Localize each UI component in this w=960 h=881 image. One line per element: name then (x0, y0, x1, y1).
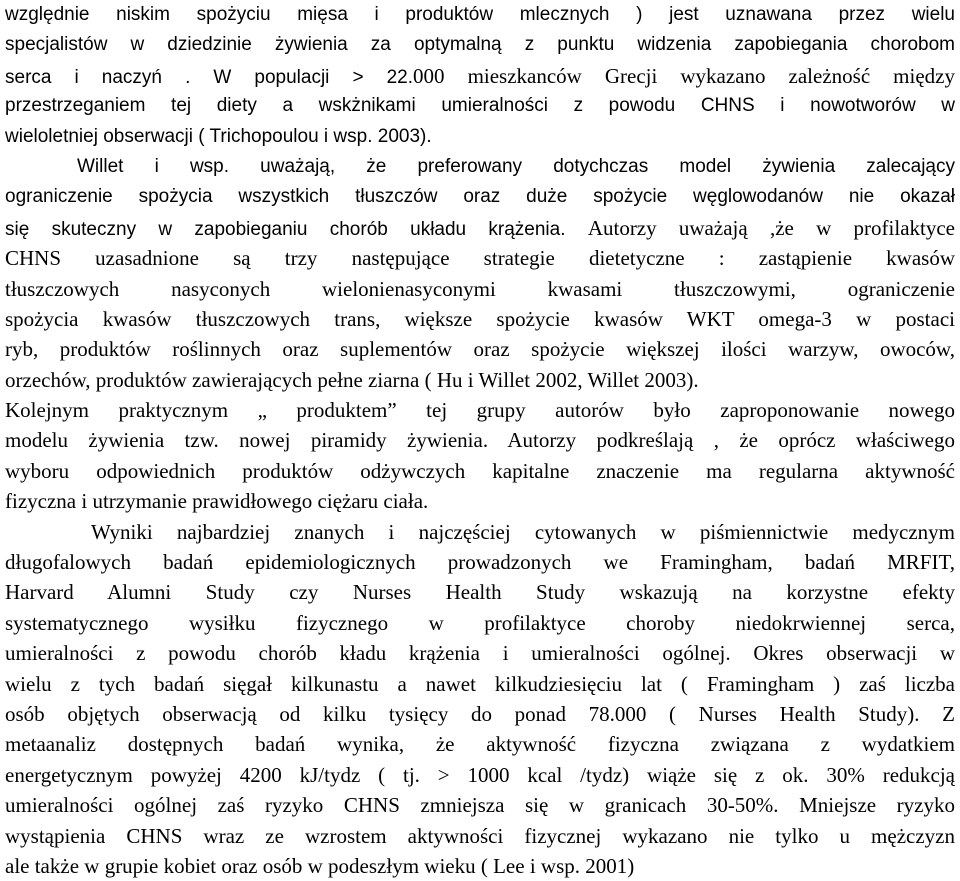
text-segment: serca i naczyń . W populacji > 22. (5, 66, 414, 88)
text-line: orzechów, produktów zawierających pełne ziarna ( Hu i Willet 2002, Willet 2003). (5, 367, 699, 392)
text-line: osób objętych obserwacją od kilku tysięcy do ponad 78.000 ( Nurses Health Study). Z (5, 701, 955, 726)
text-line: fizyczna i utrzymanie prawidłowego ciężaru ciała. (5, 489, 429, 514)
text-line: specjalistów w dziedzinie żywienia za optymalną z punktu widzenia zapobiegania chorobom (5, 34, 955, 56)
text-line: wielu z tych badań sięgał kilkunastu a nawet kilkudziesięciu lat ( Framingham ) zaś liczba (5, 671, 955, 696)
text-line: ale także w grupie kobiet oraz osób w podeszłym wieku ( Lee i wsp. 2001) (5, 853, 635, 878)
document-page (5, 0, 955, 881)
text-line: wyboru odpowiednich produktów odżywczych kapitalne znaczenie ma regularna aktywność (5, 458, 955, 483)
text-line: Kolejnym praktycznym „ produktem” tej grupy autorów było zaproponowanie nowego (5, 398, 955, 423)
text-line: metaanaliz dostępnych badań wynika, że aktywność fizyczna związana z wydatkiem (5, 732, 955, 757)
text-line: Harvard Alumni Study czy Nurses Health Study wskazują na korzystne efekty (5, 580, 955, 605)
text-line: długofalowych badań epidemiologicznych prowadzonych we Framingham, badań MRFIT, (5, 550, 955, 575)
text-line: względnie niskim spożyciu mięsa i produktów mlecznych ) jest uznawana przez wielu (5, 4, 955, 25)
text-line: Willet i wsp. uważają, że preferowany dotychczas model żywienia zalecający (77, 155, 955, 177)
text-line: wystąpienia CHNS wraz ze wzrostem aktywności fizycznej wykazano nie tylko u mężczyzn (5, 823, 955, 848)
text-line: systematycznego wysiłku fizycznego w profilaktyce choroby niedokrwiennej serca, (5, 610, 955, 635)
text-line: energetycznym powyżej 4200 kJ/tydz ( tj. > 1000 kcal /tydz) wiąże się z ok. 30% redukcją (5, 762, 955, 787)
text-line: przestrzeganiem tej diety a wskżnikami umieralności z powodu CHNS i nowotworów w (5, 95, 955, 117)
text-segment: Autorzy uważają ,że w profilaktyce (587, 215, 955, 240)
text-line: CHNS uzasadnione są trzy następujące strategie dietetyczne : zastąpienie kwasów (5, 246, 955, 271)
text-line: ryb, produktów roślinnych oraz suplementów oraz spożycie większej ilości warzyw, owoców, (5, 337, 955, 362)
document-body (5, 0, 955, 881)
text-line: modelu żywienia tzw. nowej piramidy żywienia. Autorzy podkreślają , że oprócz właściwego (5, 428, 955, 453)
text-line: ograniczenie spożycia wszystkich tłuszczów oraz duże spożycie węglowodanów nie okazał (5, 186, 955, 208)
text-line (5, 213, 955, 243)
text-line: tłuszczowych nasyconych wielonienasyconymi kwasami tłuszczowymi, ograniczenie (5, 276, 955, 301)
text-line: umieralności ogólnej zaś ryzyko CHNS zmniejsza się w granicach 30-50%. Mniejsze ryzyko (5, 793, 955, 818)
text-line (5, 61, 955, 91)
text-line: Wyniki najbardziej znanych i najczęściej cytowanych w piśmiennictwie medycznym (91, 519, 955, 544)
text-line: spożycia kwasów tłuszczowych trans, większe spożycie kwasów WKT omega-3 w postaci (5, 306, 955, 331)
text-segment: 000 mieszkanców Grecji wykazano zależność między (413, 63, 955, 88)
text-line: wieloletniej obserwacji ( Trichopoulou i wsp. 2003). (5, 125, 432, 147)
text-segment: się skuteczny w zapobieganiu chorób układu krążenia. (5, 218, 588, 240)
text-line: umieralności z powodu chorób kładu krążenia i umieralności ogólnej. Okres obserwacji w (5, 641, 955, 666)
